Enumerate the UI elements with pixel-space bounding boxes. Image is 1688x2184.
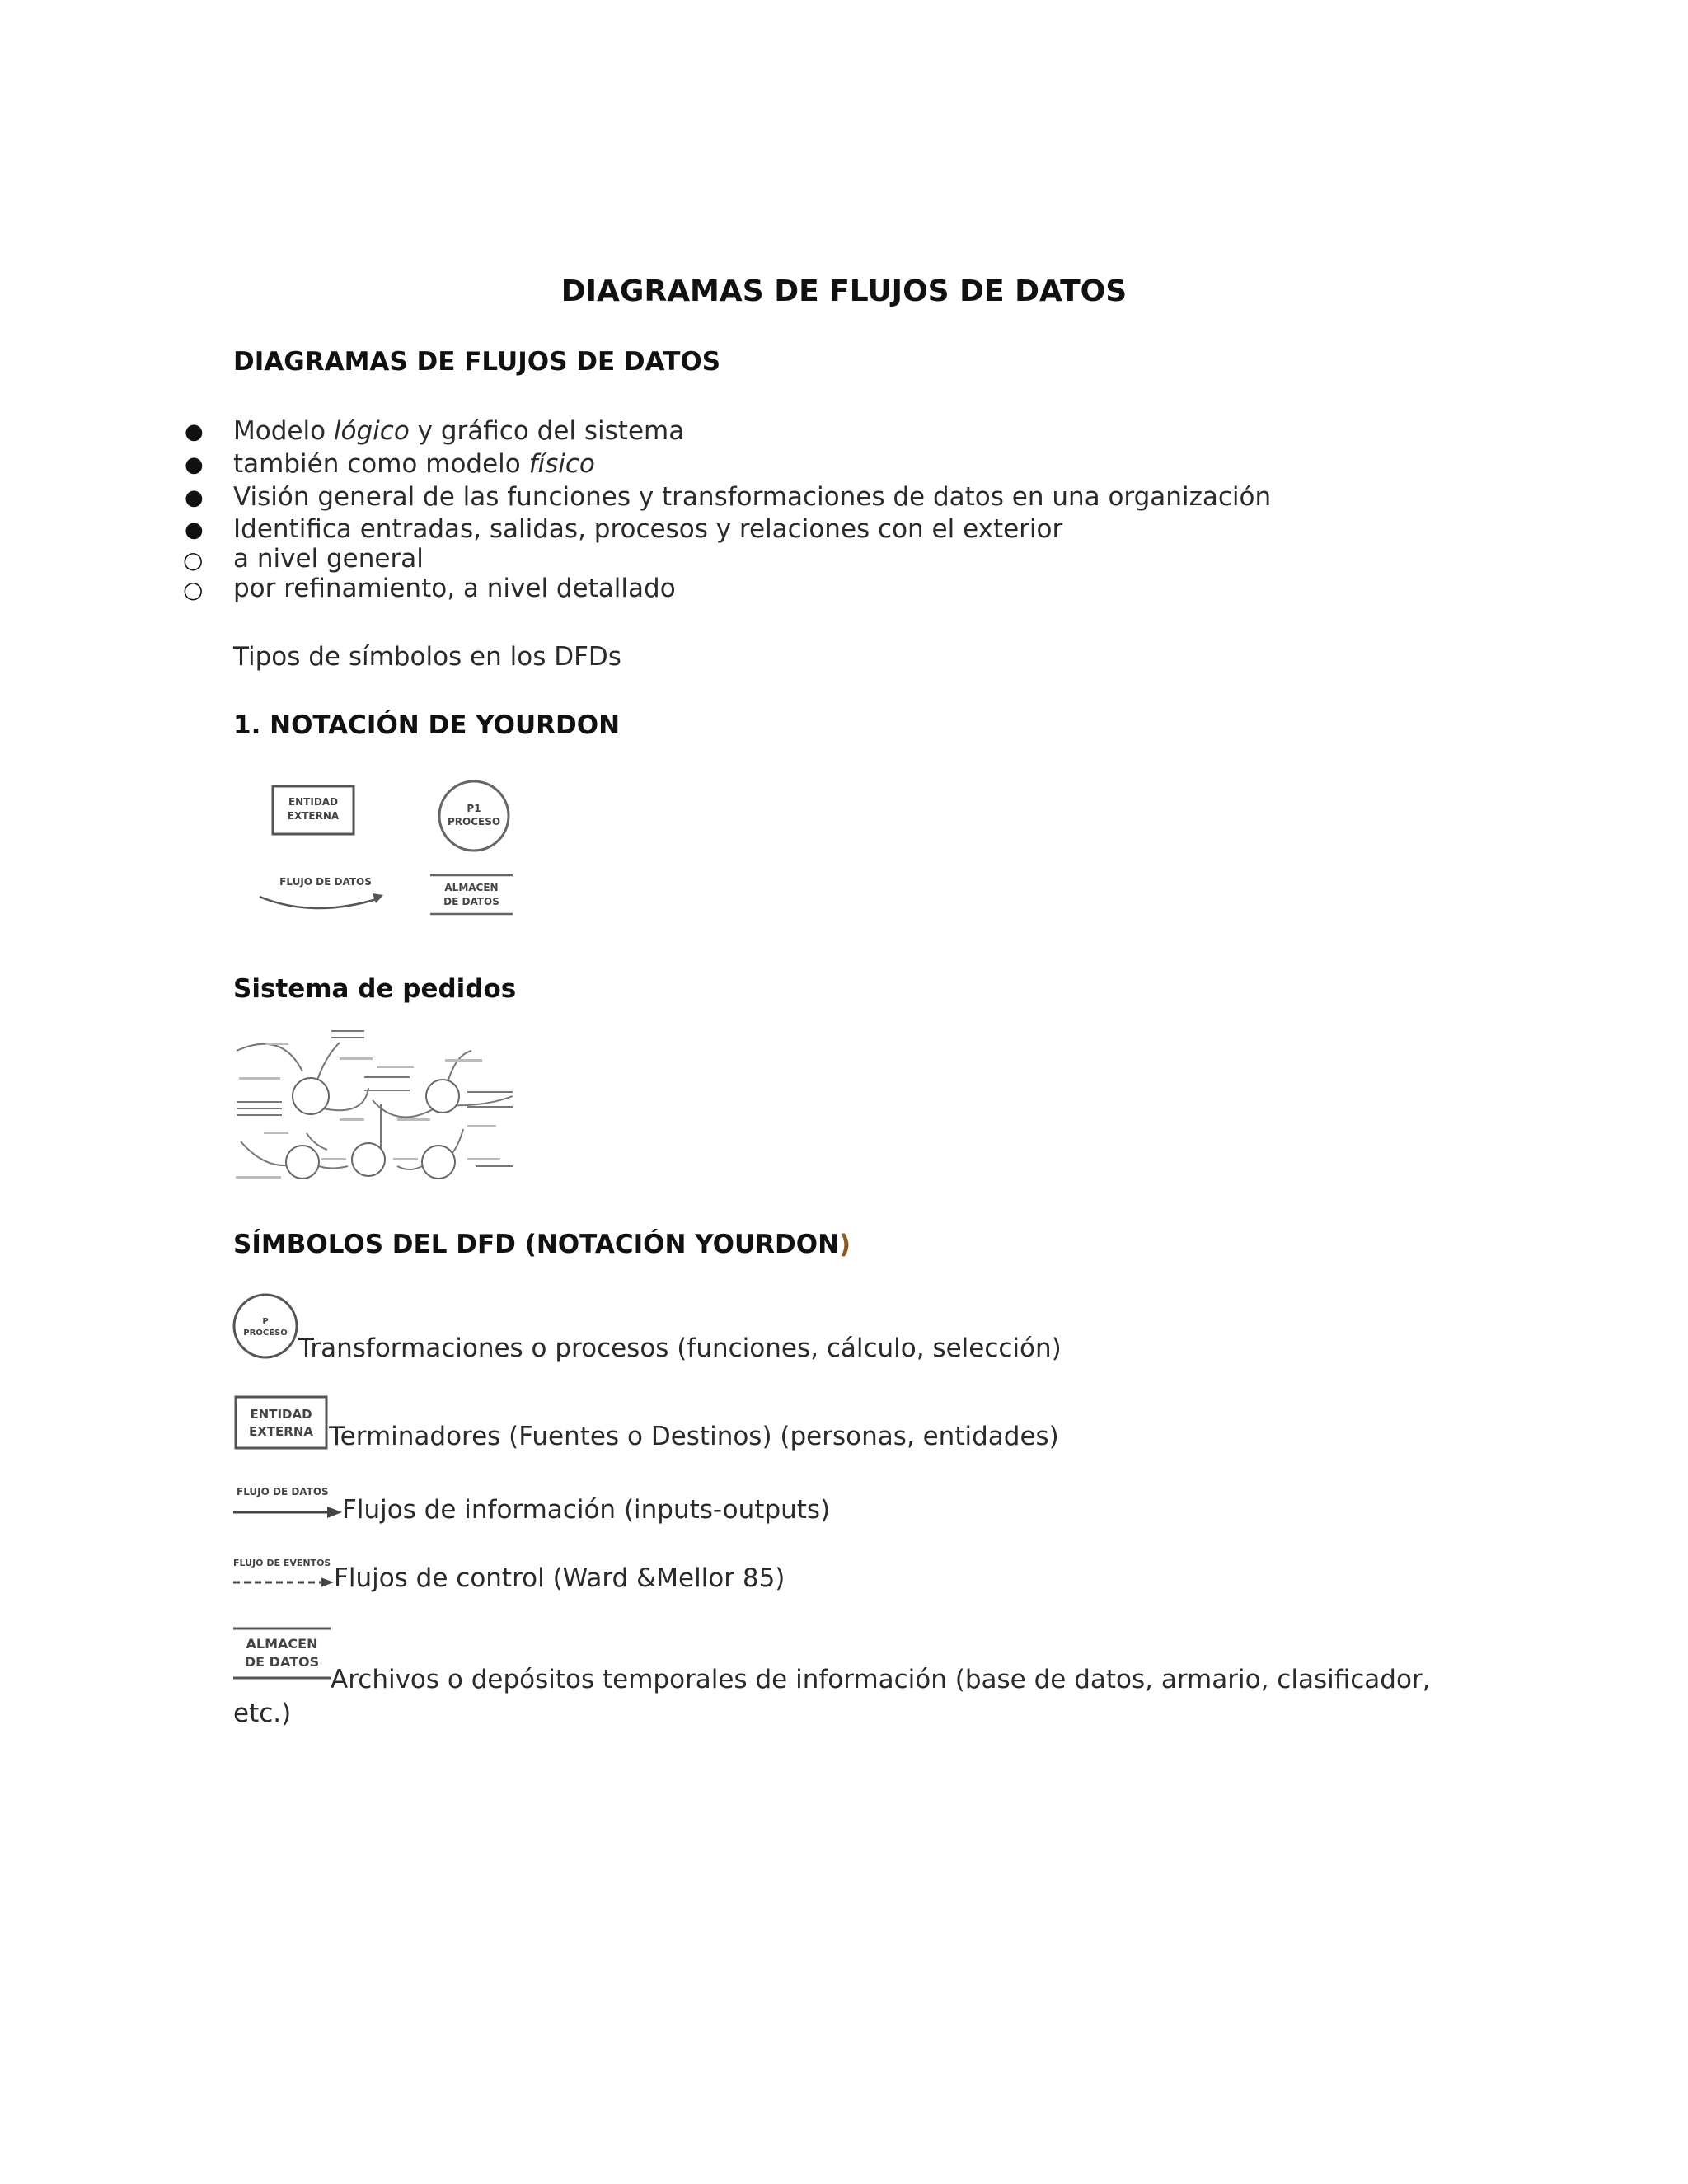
yourdon-heading: 1. NOTACIÓN DE YOURDON: [233, 710, 621, 740]
bullet-item: también como modelo físico: [233, 449, 595, 479]
symbol-types-intro: Tipos de símbolos en los DFDs: [233, 642, 621, 672]
orders-heading: Sistema de pedidos: [233, 974, 517, 1004]
svg-text:P: P: [262, 1317, 269, 1326]
external-entity-symbol: [273, 786, 354, 834]
svg-text:PROCESO: PROCESO: [243, 1329, 288, 1338]
process-symbol: [439, 781, 509, 851]
svg-text:FLUJO DE DATOS: FLUJO DE DATOS: [279, 876, 372, 888]
event-flow-arrow-icon: [233, 1555, 335, 1595]
order-system-diagram: [232, 1026, 517, 1187]
sub-bullet-item: por refinamiento, a nivel detallado: [233, 574, 676, 603]
svg-text:EXTERNA: EXTERNA: [287, 810, 340, 822]
section-subtitle: DIAGRAMAS DE FLUJOS DE DATOS: [233, 347, 721, 377]
svg-text:ENTIDAD: ENTIDAD: [288, 796, 339, 808]
data-flow-symbol: [260, 876, 383, 908]
bullet-marker: ●: [185, 518, 204, 542]
data-flow-description: Flujos de información (inputs-outputs): [342, 1495, 831, 1525]
svg-text:DE DATOS: DE DATOS: [443, 896, 499, 907]
external-entity-icon: [233, 1394, 329, 1452]
symbols-heading: SÍMBOLOS DEL DFD (NOTACIÓN YOURDON): [233, 1230, 851, 1259]
sub-bullet-marker: ○: [183, 546, 204, 574]
bullet-item: Visión general de las funciones y transformaciones de datos en una organización: [233, 482, 1272, 512]
process-description: Transformaciones o procesos (funciones, cálculo, selección): [298, 1333, 1062, 1363]
data-store-symbol: [430, 875, 513, 914]
svg-text:ENTIDAD: ENTIDAD: [250, 1407, 312, 1422]
bullet-marker: ●: [185, 485, 204, 510]
page-title: DIAGRAMAS DE FLUJOS DE DATOS: [560, 274, 1128, 308]
entity-description: Terminadores (Fuentes o Destinos) (personas, entidades): [329, 1422, 1059, 1451]
process-circle-icon: [232, 1292, 299, 1360]
svg-text:FLUJO DE DATOS: FLUJO DE DATOS: [237, 1486, 329, 1497]
svg-text:DE DATOS: DE DATOS: [244, 1654, 320, 1670]
sub-bullet-marker: ○: [183, 576, 204, 603]
bullet-item: Identifica entradas, salidas, procesos y relaciones con el exterior: [233, 514, 1063, 544]
sub-bullet-item: a nivel general: [233, 544, 424, 574]
bullet-marker: ●: [185, 419, 204, 444]
svg-text:EXTERNA: EXTERNA: [248, 1424, 314, 1439]
event-flow-description: Flujos de control (Ward &Mellor 85): [334, 1563, 785, 1593]
data-store-description-cont: etc.): [233, 1699, 292, 1728]
yourdon-notation-figure: [247, 775, 528, 927]
bullet-item: Modelo lógico y gráfico del sistema: [233, 416, 685, 446]
svg-text:P1: P1: [467, 803, 481, 814]
data-store-description: Archivos o depósitos temporales de información (base de datos, armario, clasificador,: [331, 1665, 1431, 1694]
data-flow-arrow-icon: [233, 1483, 344, 1525]
svg-text:ALMACEN: ALMACEN: [444, 882, 499, 893]
svg-text:ALMACEN: ALMACEN: [246, 1636, 318, 1652]
svg-text:PROCESO: PROCESO: [447, 816, 501, 827]
svg-text:FLUJO DE EVENTOS: FLUJO DE EVENTOS: [233, 1558, 331, 1568]
data-store-icon: [233, 1626, 332, 1682]
bullet-marker: ●: [185, 452, 204, 477]
